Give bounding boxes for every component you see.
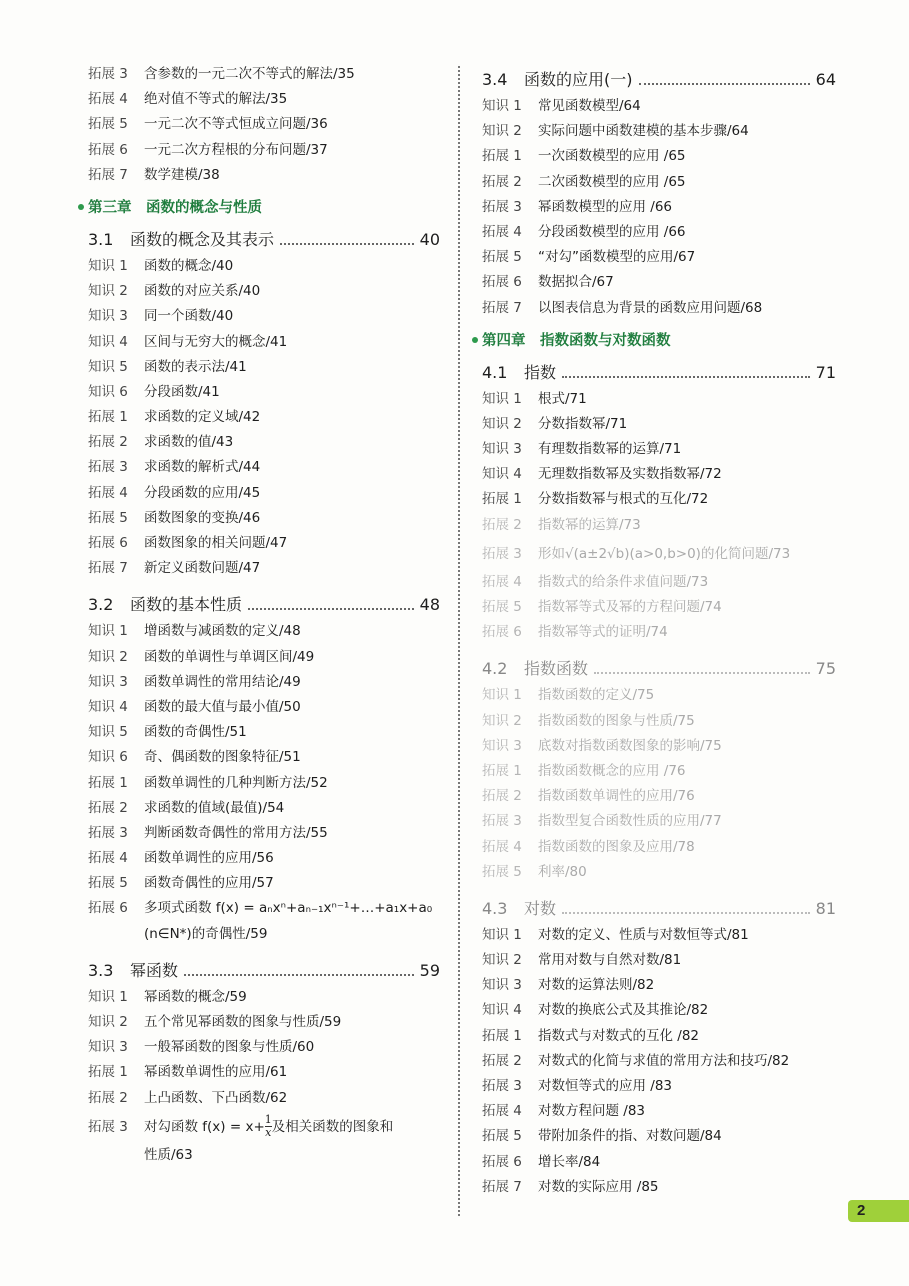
item-tag: 拓展 5 (88, 116, 128, 133)
item-tag: 拓展 4 (482, 838, 522, 855)
item-tag: 拓展 4 (88, 91, 128, 108)
item-text: 利率/80 (538, 863, 587, 880)
item-tag: 知识 1 (88, 257, 128, 274)
item-tag: 拓展 1 (88, 774, 128, 791)
item-tag: 拓展 1 (482, 491, 522, 508)
item-text: 函数的对应关系/40 (144, 283, 261, 300)
item-text: 数据拟合/67 (538, 274, 614, 291)
toc-item[interactable] (482, 1175, 836, 1200)
toc-item[interactable] (88, 380, 440, 405)
section-title: 对数 (524, 898, 557, 918)
toc-item[interactable] (482, 119, 836, 144)
item-tag: 拓展 7 (482, 1178, 522, 1195)
toc-item[interactable] (88, 771, 440, 796)
toc-item[interactable] (482, 809, 836, 834)
item-text: 函数奇偶性的应用/57 (144, 875, 274, 892)
item-text: 分段函数模型的应用 /66 (538, 223, 686, 240)
item-text: 函数图象的相关问题/47 (144, 535, 288, 551)
item-tag: 拓展 2 (482, 173, 522, 190)
toc-item[interactable] (88, 695, 440, 720)
item-tag: 知识 1 (482, 926, 522, 943)
toc-item[interactable] (88, 254, 440, 279)
toc-item[interactable] (482, 437, 836, 462)
toc-item[interactable] (88, 1010, 440, 1035)
item-text: 一元二次方程根的分布问题/37 (144, 141, 328, 158)
item-tag: 拓展 6 (88, 900, 128, 917)
item-text: 求函数的值域(最值)/54 (144, 799, 285, 816)
item-text: 求函数的值/43 (144, 434, 234, 451)
item-tag: 拓展 4 (482, 1103, 522, 1120)
toc-item[interactable] (482, 595, 836, 620)
item-tag: 知识 2 (482, 415, 522, 432)
toc-item[interactable] (88, 405, 440, 430)
section-number: 4.2 (482, 659, 508, 679)
toc-item[interactable] (88, 1111, 440, 1143)
dot-leader (184, 974, 414, 976)
item-text: 函数的单调性与单调区间/49 (144, 648, 315, 665)
toc-item[interactable] (482, 860, 836, 885)
item-tag: 知识 2 (482, 123, 522, 140)
item-text: 增函数与减函数的定义/48 (144, 623, 301, 640)
item-tag: 拓展 6 (482, 274, 522, 291)
item-text: 指数幂等式及幂的方程问题/74 (538, 599, 722, 615)
item-text: 指数幂的运算/73 (538, 516, 641, 533)
item-text: “对勾”函数模型的应用/67 (538, 249, 696, 266)
toc-item[interactable] (88, 430, 440, 455)
toc-item[interactable] (88, 745, 440, 770)
item-tag: 拓展 7 (88, 560, 128, 577)
item-tag: 知识 2 (482, 712, 522, 729)
toc-item[interactable] (88, 455, 440, 480)
chapter-heading (88, 188, 440, 222)
item-text: 对数的定义、性质与对数恒等式/81 (538, 926, 749, 943)
chapter-heading (482, 321, 836, 355)
item-tag: 知识 1 (482, 687, 522, 704)
toc-item[interactable] (88, 87, 440, 112)
item-tag: 知识 4 (88, 333, 128, 350)
dot-leader (562, 376, 810, 378)
item-tag: 知识 2 (88, 283, 128, 300)
item-tag: 拓展 3 (88, 824, 128, 841)
toc-item[interactable] (482, 759, 836, 784)
item-text: 一次函数模型的应用 /65 (538, 148, 686, 165)
item-tag: 拓展 1 (482, 148, 522, 165)
item-tag: 拓展 3 (482, 1078, 522, 1094)
toc-item[interactable] (482, 1150, 836, 1175)
item-text: 根式/71 (538, 390, 587, 407)
toc-item[interactable] (88, 846, 440, 871)
item-text: 区间与无穷大的概念/41 (144, 333, 288, 350)
toc-item[interactable] (88, 1086, 440, 1111)
toc-item[interactable] (88, 796, 440, 821)
item-text-pre: 对勾函数 f(x) = x+ (144, 1118, 265, 1135)
item-text: 对数恒等式的应用 /83 (538, 1078, 673, 1094)
item-tag: 知识 1 (88, 623, 128, 640)
item-text: 求函数的定义域/42 (144, 409, 261, 426)
item-text: 新定义函数问题/47 (144, 560, 261, 577)
toc-item[interactable] (482, 948, 836, 973)
item-tag: 知识 3 (88, 1039, 128, 1056)
section-title: 函数的基本性质 (130, 595, 243, 615)
item-text: 求函数的解析式/44 (144, 459, 261, 476)
toc-item[interactable] (88, 62, 440, 87)
toc-right-column (482, 62, 836, 1200)
item-text: 一般幂函数的图象与性质/60 (144, 1039, 315, 1056)
item-text: 指数函数的图象与性质/75 (538, 712, 695, 729)
item-text: 一元二次不等式恒成立问题/36 (144, 116, 328, 133)
item-tag: 拓展 2 (88, 799, 128, 816)
item-text: 分数指数幂与根式的互化/72 (538, 491, 709, 508)
item-tag: 知识 3 (482, 441, 522, 458)
item-text: 同一个函数/40 (144, 308, 234, 325)
item-tag: 知识 5 (88, 358, 128, 375)
item-text: 二次函数模型的应用 /65 (538, 173, 686, 190)
item-text: 常用对数与自然对数/81 (538, 952, 682, 969)
item-text: 函数单调性的几种判断方法/52 (144, 774, 328, 791)
toc-item[interactable] (88, 330, 440, 355)
item-text: 指数函数概念的应用 /76 (538, 762, 686, 779)
item-tag: 拓展 1 (88, 409, 128, 426)
item-text: 绝对值不等式的解法/35 (144, 91, 288, 108)
item-text: 指数函数的图象及应用/78 (538, 838, 695, 855)
fraction (265, 1114, 272, 1139)
toc-section-entry[interactable] (482, 66, 836, 94)
toc-item[interactable] (482, 487, 836, 512)
toc-item[interactable] (88, 896, 440, 921)
toc-item[interactable] (482, 170, 836, 195)
item-tag: 知识 3 (88, 673, 128, 690)
toc-item[interactable] (482, 412, 836, 437)
item-text: 指数函数的定义/75 (538, 687, 655, 704)
page-number: 2 (857, 1202, 866, 1219)
toc-item[interactable] (88, 871, 440, 896)
toc-item[interactable] (482, 683, 836, 708)
item-text: 指数式与对数式的互化 /82 (538, 1027, 700, 1044)
toc-item[interactable] (482, 462, 836, 487)
toc-item[interactable] (88, 531, 440, 556)
dot-leader (280, 243, 414, 245)
item-tag: 知识 4 (482, 466, 522, 483)
item-tag: 拓展 2 (88, 1089, 128, 1106)
item-tag: 拓展 2 (88, 434, 128, 451)
item-text: 分数指数幂/71 (538, 415, 628, 432)
item-tag: 拓展 2 (482, 1052, 522, 1069)
section-title: 指数函数 (524, 659, 589, 679)
toc-section-entry[interactable] (482, 655, 836, 683)
item-tag: 拓展 2 (482, 788, 522, 805)
toc-item[interactable] (88, 355, 440, 380)
item-tag: 拓展 3 (482, 545, 522, 562)
item-tag: 拓展 3 (88, 1118, 128, 1135)
item-tag: 拓展 2 (482, 516, 522, 533)
item-text: 对数式的化简与求值的常用方法和技巧/82 (538, 1052, 790, 1069)
dot-leader (248, 608, 414, 610)
toc-left-column (88, 62, 440, 1168)
item-text: 指数函数单调性的应用/76 (538, 788, 695, 805)
item-text: 有理数指数幂的运算/71 (538, 441, 682, 458)
toc-item[interactable] (88, 619, 440, 644)
item-tag: 知识 3 (482, 737, 522, 754)
item-text: 无理数指数幂及实数指数幂/72 (538, 466, 722, 483)
toc-item[interactable] (482, 195, 836, 220)
item-tag: 拓展 5 (482, 249, 522, 266)
toc-section-entry[interactable] (88, 226, 440, 254)
item-tag: 拓展 6 (88, 535, 128, 551)
toc-item[interactable] (482, 784, 836, 809)
toc-item[interactable] (482, 570, 836, 595)
item-text: 函数的奇偶性/51 (144, 724, 247, 741)
dot-leader (594, 672, 810, 674)
item-text: 常见函数模型/64 (538, 98, 641, 114)
item-text: 指数式的给条件求值问题/73 (538, 573, 709, 590)
item-text: 对数的运算法则/82 (538, 977, 655, 994)
toc-section-entry[interactable] (482, 895, 836, 923)
toc-item[interactable] (482, 923, 836, 948)
item-text: 上凸函数、下凸函数/62 (144, 1089, 288, 1106)
toc-item[interactable] (88, 279, 440, 304)
toc-item[interactable] (482, 538, 836, 570)
item-text: 对数的实际应用 /85 (538, 1178, 659, 1195)
column-divider (458, 66, 460, 1216)
toc-item[interactable] (482, 245, 836, 270)
item-tag: 拓展 5 (482, 599, 522, 615)
bullet-icon (472, 337, 478, 343)
item-text: 幂函数的概念/59 (144, 988, 247, 1005)
item-tag: 拓展 3 (482, 198, 522, 215)
toc-item[interactable] (88, 1035, 440, 1060)
item-text: 形如√(a±2√b)(a>0,b>0)的化简问题/73 (538, 545, 791, 562)
item-text: 函数的概念/40 (144, 257, 234, 274)
item-tag: 知识 1 (88, 988, 128, 1005)
item-tag: 知识 2 (482, 952, 522, 969)
item-tag: 拓展 1 (88, 1064, 128, 1081)
item-text: 对数的换底公式及其推论/82 (538, 1002, 709, 1019)
toc-item[interactable] (88, 112, 440, 137)
toc-item[interactable] (482, 1124, 836, 1149)
item-tag: 知识 6 (88, 383, 128, 400)
item-text: 多项式函数 f(x) = aₙxⁿ+aₙ₋₁xⁿ⁻¹+…+a₁x+a₀ (144, 900, 433, 917)
toc-section-entry[interactable] (88, 957, 440, 985)
bullet-icon (78, 204, 84, 210)
toc-item[interactable] (482, 144, 836, 169)
toc-section-entry[interactable] (88, 591, 440, 619)
item-text: 指数幂等式的证明/74 (538, 624, 668, 641)
item-tag: 拓展 6 (88, 141, 128, 158)
item-text: 以图表信息为背景的函数应用问题/68 (538, 299, 763, 316)
toc-item[interactable] (482, 296, 836, 321)
toc-item[interactable] (482, 387, 836, 412)
toc-item[interactable] (482, 1049, 836, 1074)
toc-item[interactable] (88, 506, 440, 531)
toc-item[interactable] (482, 220, 836, 245)
section-number: 3.1 (88, 229, 114, 249)
item-tag: 知识 4 (482, 1002, 522, 1019)
toc-item[interactable] (482, 270, 836, 295)
item-text: 带附加条件的指、对数问题/84 (538, 1128, 722, 1145)
item-tag: 拓展 4 (482, 223, 522, 240)
toc-item[interactable] (88, 163, 440, 188)
section-title: 幂函数 (130, 960, 179, 980)
fraction-denominator: x (265, 1126, 272, 1140)
toc-item[interactable] (482, 1074, 836, 1099)
section-number: 3.4 (482, 70, 508, 89)
item-text: 五个常见幂函数的图象与性质/59 (144, 1014, 342, 1030)
toc-item[interactable] (482, 973, 836, 998)
section-title: 函数的概念及其表示 (130, 229, 275, 249)
item-tag: 拓展 4 (88, 484, 128, 501)
item-text: 函数单调性的应用/56 (144, 850, 274, 867)
item-text: 数学建模/38 (144, 166, 220, 183)
section-title: 指数 (524, 362, 557, 382)
toc-item[interactable] (482, 94, 836, 119)
item-text: 底数对指数函数图象的影响/75 (538, 737, 722, 754)
item-text: 幂函数模型的应用 /66 (538, 198, 673, 215)
toc-item[interactable] (88, 821, 440, 846)
item-text: 实际问题中函数建模的基本步骤/64 (538, 123, 749, 140)
item-tag: 知识 5 (88, 724, 128, 741)
toc-item[interactable] (482, 513, 836, 538)
toc-item[interactable] (88, 304, 440, 329)
chapter-title: 第四章 指数函数与对数函数 (482, 332, 671, 349)
item-tag: 知识 6 (88, 749, 128, 766)
item-tag: 拓展 7 (88, 166, 128, 183)
toc-item[interactable] (482, 1099, 836, 1124)
item-tag: 拓展 4 (482, 573, 522, 590)
section-number: 3.2 (88, 595, 114, 615)
item-text: 指数型复合函数性质的应用/77 (538, 813, 722, 830)
item-tag: 拓展 5 (482, 863, 522, 880)
section-title: 函数的应用(一) (524, 70, 633, 89)
item-tag: 拓展 7 (482, 299, 522, 316)
toc-item[interactable] (88, 1060, 440, 1085)
item-text: 函数的表示法/41 (144, 358, 247, 375)
item-text-post: 及相关函数的图象和 (271, 1118, 394, 1135)
section-page: 40 (419, 229, 440, 249)
item-tag: 拓展 6 (482, 624, 522, 641)
item-tag: 知识 4 (88, 698, 128, 715)
toc-item[interactable] (88, 720, 440, 745)
toc-item[interactable] (88, 645, 440, 670)
toc-section-entry[interactable] (482, 359, 836, 387)
section-page: 48 (419, 595, 440, 615)
item-tag: 知识 1 (482, 98, 522, 114)
toc-item[interactable] (482, 620, 836, 645)
section-page: 71 (815, 362, 836, 382)
section-page: 64 (815, 70, 836, 89)
item-text: 对数方程问题 /83 (538, 1103, 646, 1120)
item-text: 分段函数/41 (144, 383, 220, 400)
item-tag: 拓展 6 (482, 1153, 522, 1170)
fraction-numerator: 1 (264, 1113, 272, 1127)
item-text: 幂函数单调性的应用/61 (144, 1064, 288, 1081)
item-tag: 拓展 3 (88, 459, 128, 476)
item-tag: 知识 3 (88, 308, 128, 325)
toc-item[interactable] (88, 138, 440, 163)
toc-item[interactable] (482, 1024, 836, 1049)
page-number-badge (848, 1200, 909, 1222)
item-text: 增长率/84 (538, 1153, 601, 1170)
item-text: 函数的最大值与最小值/50 (144, 698, 301, 715)
item-text: 奇、偶函数的图象特征/51 (144, 749, 301, 766)
item-tag: 知识 2 (88, 648, 128, 665)
section-page: 75 (815, 659, 836, 679)
item-tag: 拓展 5 (88, 875, 128, 892)
item-text: 函数图象的变换/46 (144, 509, 261, 526)
item-text: 分段函数的应用/45 (144, 484, 261, 501)
item-tag: 拓展 1 (482, 1027, 522, 1044)
item-tag: 拓展 4 (88, 850, 128, 867)
item-tag: 拓展 3 (88, 66, 128, 82)
section-page: 59 (419, 960, 440, 980)
section-number: 4.3 (482, 898, 508, 918)
item-tag: 拓展 5 (482, 1128, 522, 1145)
section-page: 81 (815, 898, 836, 918)
toc-item[interactable] (482, 998, 836, 1023)
toc-item[interactable] (88, 556, 440, 581)
item-tag: 知识 1 (482, 390, 522, 407)
item-tag: 拓展 3 (482, 813, 522, 830)
item-tag: 知识 2 (88, 1014, 128, 1030)
toc-item[interactable] (88, 670, 440, 695)
item-text: 判断函数奇偶性的常用方法/55 (144, 824, 328, 841)
item-text: 函数单调性的常用结论/49 (144, 673, 301, 690)
item-tag: 知识 3 (482, 977, 522, 994)
toc-item[interactable] (482, 835, 836, 860)
dot-leader (562, 912, 810, 914)
chapter-title: 第三章 函数的概念与性质 (88, 199, 262, 216)
section-number: 4.1 (482, 362, 508, 382)
section-number: 3.3 (88, 960, 114, 980)
toc-item[interactable] (482, 709, 836, 734)
toc-item[interactable] (88, 481, 440, 506)
toc-item-continuation[interactable]: 性质/63 (144, 1146, 193, 1163)
toc-item[interactable] (88, 985, 440, 1010)
toc-item[interactable] (482, 734, 836, 759)
item-text: 含参数的一元二次不等式的解法/35 (144, 66, 355, 82)
toc-item-continuation[interactable]: (n∈N*)的奇偶性/59 (144, 925, 268, 942)
dot-leader (639, 83, 810, 85)
item-tag: 拓展 1 (482, 762, 522, 779)
item-tag: 拓展 5 (88, 509, 128, 526)
